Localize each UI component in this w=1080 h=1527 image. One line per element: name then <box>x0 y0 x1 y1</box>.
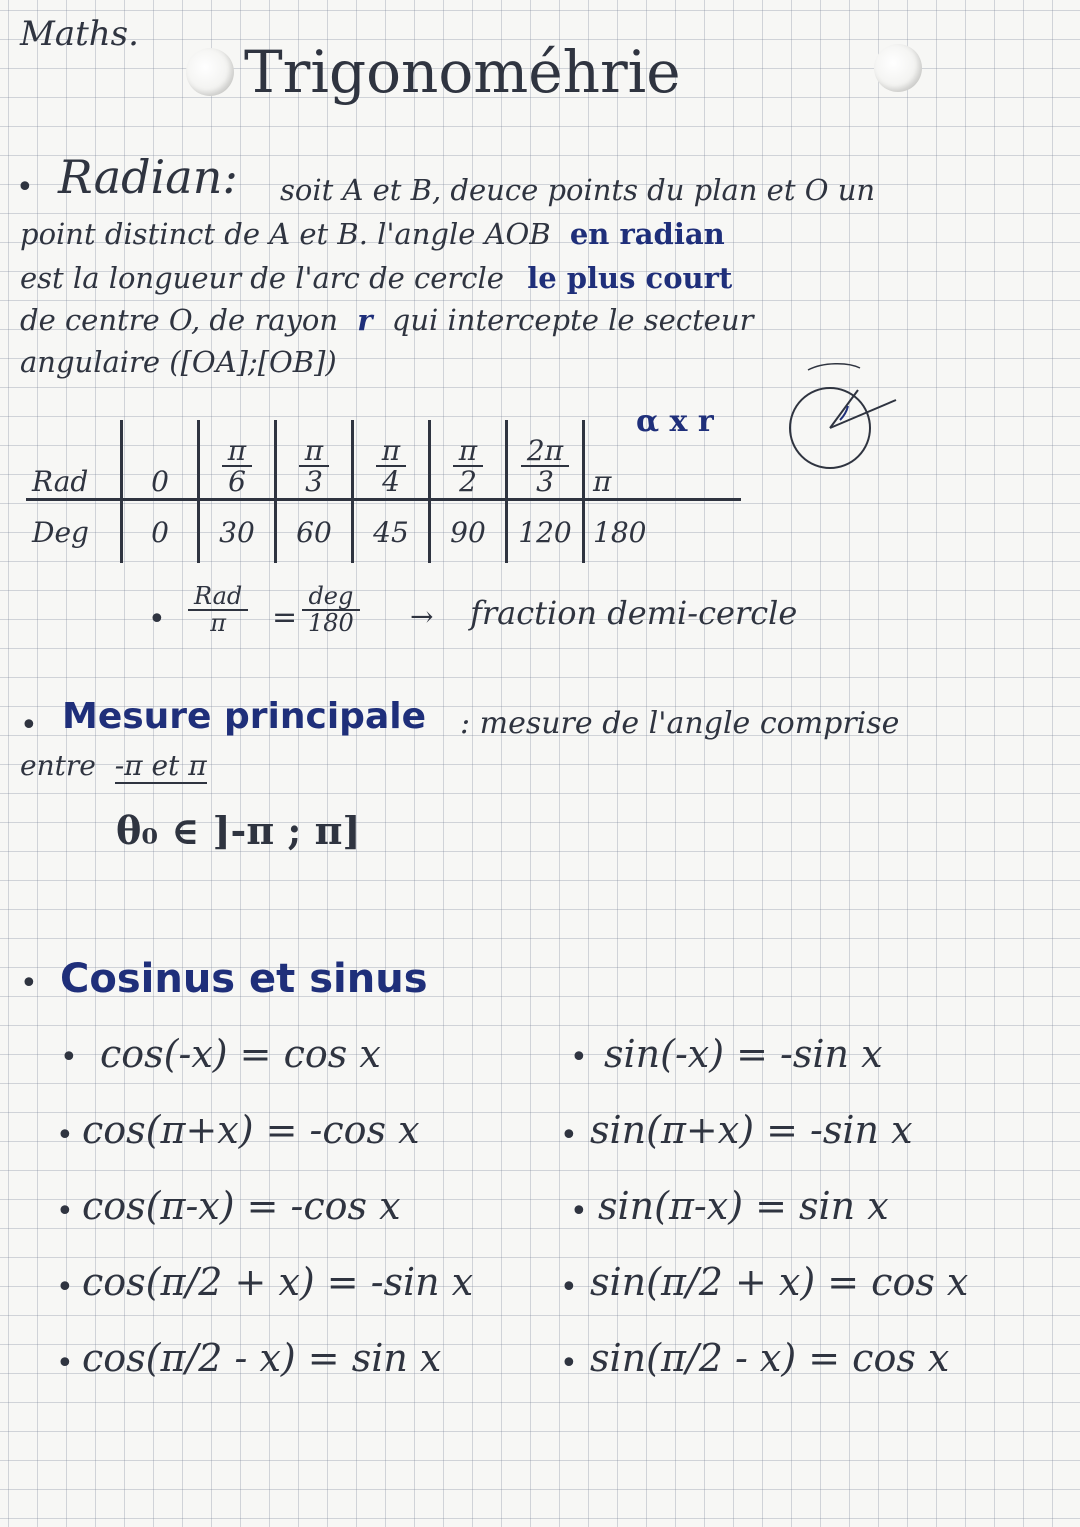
rad-den: 3 <box>536 465 554 498</box>
mesure-line-2 <box>20 744 207 788</box>
cos-formula: cos(π-x) = -cos x <box>82 1184 401 1228</box>
conv-180: 180 <box>308 609 354 638</box>
deg-value: 45 <box>353 500 430 564</box>
bullet: • <box>570 1194 588 1229</box>
rad-over-pi <box>188 584 248 636</box>
bullet: • <box>20 966 38 1001</box>
conversion-comment: fraction demi-cercle <box>470 594 798 632</box>
rad-fraction <box>299 433 329 498</box>
rad-num: π <box>376 436 406 467</box>
rad-den: 2 <box>459 465 477 498</box>
radian-line-1: soit A et B, deuce points du plan et O un <box>280 173 876 207</box>
rad-cell <box>584 420 742 500</box>
conversion-rad-fraction <box>188 584 248 637</box>
radian-term: Radian: <box>58 150 238 204</box>
punch-hole-right <box>874 44 922 92</box>
deg-label: Deg <box>32 515 89 549</box>
deg-value: 120 <box>507 500 584 564</box>
radian-line-5: angulaire ([OA];[OB]) <box>20 345 337 379</box>
cos-formula: cos(π+x) = -cos x <box>82 1108 420 1152</box>
bullet: • <box>56 1118 74 1153</box>
bullet: • <box>560 1118 578 1153</box>
radian-line-4 <box>20 298 753 342</box>
bullet: • <box>570 1040 588 1075</box>
deg-value: 0 <box>122 500 199 564</box>
punch-hole-left <box>186 48 234 96</box>
deg-value: 60 <box>276 500 353 564</box>
radian-line-3-text: est la longueur de l'arc de cercle <box>20 261 504 295</box>
rad-label: Rad <box>26 420 122 500</box>
rad-num: π <box>299 436 329 467</box>
conversion-equals: = <box>272 600 298 635</box>
deg-row <box>26 500 741 564</box>
bullet: • <box>560 1346 578 1381</box>
rad-den: 4 <box>382 465 400 498</box>
circle-sketch <box>778 360 908 490</box>
arc-length-note: α x r <box>636 404 714 439</box>
radian-line-4-rest: qui intercepte le secteur <box>391 303 754 337</box>
mesure-entre: entre <box>20 749 96 782</box>
mesure-term: Mesure principale <box>62 696 426 737</box>
sin-formula: sin(π/2 + x) = cos x <box>590 1260 969 1304</box>
mesure-formula: θ₀ ∈ ]-π ; π] <box>116 808 361 853</box>
deg-value: 90 <box>430 500 507 564</box>
rad-fraction <box>376 433 406 498</box>
rad-num: π <box>222 436 252 467</box>
bullet: • <box>16 170 34 205</box>
conversion-deg-fraction <box>302 584 360 637</box>
bullet: • <box>560 1270 578 1305</box>
radian-emphasis-short: le plus court <box>527 261 733 295</box>
radian-line-3 <box>20 256 732 300</box>
rad-fraction <box>521 433 569 498</box>
rad-row <box>26 420 741 500</box>
bullet: • <box>56 1270 74 1305</box>
bullet: • <box>60 1040 78 1075</box>
rad-cell <box>430 420 507 500</box>
angle-conversion-table <box>26 420 741 563</box>
cos-formula: cos(π/2 + x) = -sin x <box>82 1260 474 1304</box>
cos-formula: cos(π/2 - x) = sin x <box>82 1336 442 1380</box>
deg-value: 30 <box>199 500 276 564</box>
rad-cell <box>199 420 276 500</box>
bullet: • <box>20 708 38 743</box>
rad-cell <box>276 420 353 500</box>
deg-value: 180 <box>584 500 742 564</box>
rad-num: π <box>453 436 483 467</box>
sin-formula: sin(π+x) = -sin x <box>590 1108 913 1152</box>
bullet: • <box>148 602 166 637</box>
cos-sin-heading: Cosinus et sinus <box>60 956 428 1002</box>
mesure-desc: : mesure de l'angle comprise <box>460 706 900 741</box>
deg-over-180 <box>302 584 360 636</box>
mesure-range: -π et π <box>114 749 207 782</box>
radian-line-2 <box>20 212 725 256</box>
radian-r: r <box>357 303 373 337</box>
bullet: • <box>56 1346 74 1381</box>
conv-rad: Rad <box>188 584 248 611</box>
radian-emphasis: en radian <box>569 217 725 251</box>
rad-den: 3 <box>305 465 323 498</box>
rad-fraction <box>453 433 483 498</box>
page-title: Trigonoméhrie <box>244 38 681 106</box>
rad-value: π <box>593 465 612 498</box>
bullet: • <box>56 1194 74 1229</box>
radian-line-2-text: point distinct de A et B. l'angle AOB <box>20 217 551 251</box>
rad-cell <box>507 420 584 500</box>
rad-cell <box>122 420 199 500</box>
conv-deg: deg <box>302 584 360 611</box>
sin-formula: sin(π-x) = sin x <box>598 1184 889 1228</box>
subject-label: Maths. <box>20 14 139 54</box>
radian-line-4-text: de centre O, de rayon <box>20 303 339 337</box>
rad-num: 2π <box>521 436 569 467</box>
rad-den: 6 <box>228 465 246 498</box>
rad-cell <box>353 420 430 500</box>
rad-fraction <box>222 433 252 498</box>
cos-formula: cos(-x) = cos x <box>100 1032 381 1076</box>
sin-formula: sin(π/2 - x) = cos x <box>590 1336 950 1380</box>
rad-value: 0 <box>151 465 169 498</box>
conversion-arrow: → <box>410 600 434 633</box>
conv-pi: π <box>210 609 227 638</box>
sin-formula: sin(-x) = -sin x <box>604 1032 883 1076</box>
